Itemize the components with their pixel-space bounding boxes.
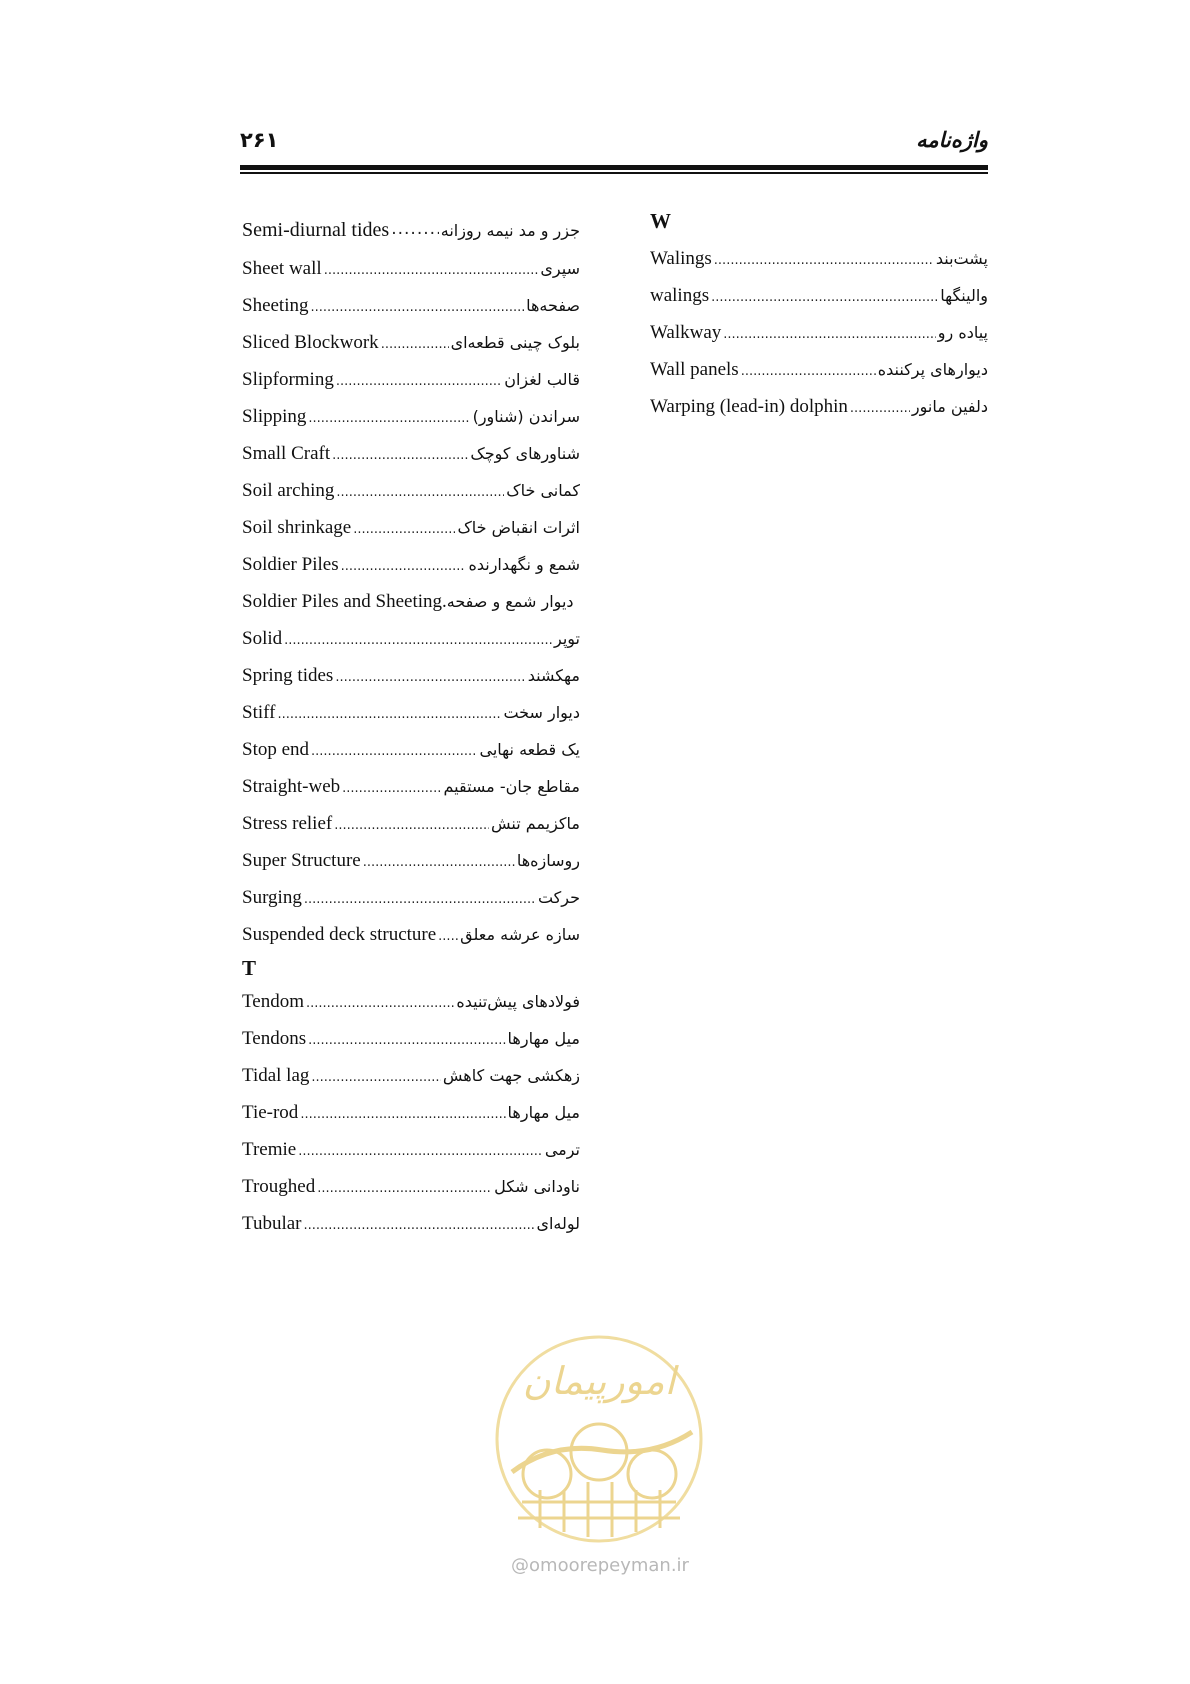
entry-term: Walings: [650, 247, 712, 269]
dot-leader: [324, 258, 539, 280]
page-number: ۲۶۱: [240, 128, 279, 152]
entry-term: Stop end: [242, 738, 310, 760]
entry-term: Tubular: [242, 1212, 302, 1234]
watermark-logo-text: امورپیمان: [522, 1359, 676, 1403]
entry-translation: صفحه‌ها: [526, 296, 580, 315]
dot-leader: [741, 359, 876, 381]
glossary-entry: [650, 240, 988, 277]
entry-translation: میل مهارها: [507, 1029, 580, 1048]
glossary-entry: [242, 657, 580, 694]
dot-leader: [711, 285, 938, 307]
glossary-entry: [650, 277, 988, 314]
dot-leader: [303, 1213, 534, 1235]
entry-term: Super Structure: [242, 849, 361, 871]
dot-leader: [284, 628, 552, 650]
entry-translation: کمانی خاک: [506, 481, 580, 500]
dot-leader: [714, 248, 934, 270]
dot-leader: [317, 1176, 492, 1198]
entry-term: Sheet wall: [242, 257, 322, 279]
dot-leader: [334, 813, 489, 835]
entry-translation: جزر و مد نیمه روزانه: [440, 220, 580, 240]
entry-term: Tidal lag: [242, 1064, 310, 1086]
glossary-entry: [242, 583, 580, 620]
glossary-entry: [242, 435, 580, 472]
entry-translation: دیوار شمع و صفحه: [446, 592, 574, 611]
entry-term: Tendons: [242, 1027, 307, 1049]
entry-translation: مقاطع جان- مستقیم: [443, 777, 580, 796]
entry-term: Straight-web: [242, 775, 341, 797]
glossary-entry: [650, 351, 988, 388]
watermark-logo: [492, 1332, 706, 1546]
entry-translation: یک قطعه نهایی: [479, 740, 580, 759]
entry-translation: پیاده رو: [937, 323, 988, 342]
dot-leader: [332, 443, 468, 465]
dot-leader: [336, 369, 502, 391]
glossary-entry: [242, 361, 580, 398]
glossary-entry: [242, 731, 580, 768]
entry-translation: زهکشی جهت کاهش: [442, 1066, 580, 1085]
dot-leader: [308, 1028, 505, 1050]
entry-translation: میل مهارها: [507, 1103, 580, 1122]
glossary-entry: [242, 694, 580, 731]
entry-translation: لوله‌ای: [536, 1214, 580, 1233]
glossary-entry: [242, 509, 580, 546]
dot-leader: [363, 850, 515, 872]
header-title: واژه‌نامه: [916, 128, 988, 152]
dot-leader: [304, 887, 536, 909]
entry-translation: دلفین مانور: [911, 397, 988, 416]
header-rule-thick: [240, 165, 988, 170]
glossary-entry: [242, 398, 580, 435]
glossary-entry: [242, 210, 580, 250]
watermark-site: @omoorepeyman.ir: [511, 1555, 689, 1576]
entry-term: Tendom: [242, 990, 304, 1012]
glossary-entry: [242, 250, 580, 287]
dot-leader: [308, 406, 470, 428]
glossary-entry: [650, 314, 988, 351]
entry-translation: سپری: [540, 259, 580, 278]
entry-translation: پشت‌بند: [935, 249, 988, 268]
entry-translation: قالب لغزان: [504, 370, 580, 389]
entry-term: Soil arching: [242, 479, 335, 501]
entry-translation: شناورهای کوچک: [470, 444, 580, 463]
glossary-entry: [242, 620, 580, 657]
entry-term: Semi-diurnal tides: [242, 218, 390, 241]
dot-leader: [300, 1102, 505, 1124]
entry-term: Sliced Blockwork: [242, 331, 379, 353]
entry-term: Solid: [242, 627, 283, 649]
dot-leader: [341, 554, 467, 576]
entry-translation: اثرات انقباض خاک: [457, 518, 580, 537]
dot-leader: [311, 295, 525, 317]
dot-leader: [311, 1065, 441, 1087]
dot-leader: [335, 665, 525, 687]
glossary-entry: [242, 472, 580, 509]
entry-term: Stiff: [242, 701, 276, 723]
entry-translation: دیوار سخت: [503, 703, 580, 722]
entry-term: Soldier Piles: [242, 553, 339, 575]
dot-leader: [298, 1139, 543, 1161]
entry-term: Spring tides: [242, 664, 334, 686]
entry-translation: سراندن (شناور): [472, 407, 580, 426]
glossary-entry: [242, 916, 580, 953]
entry-translation: ماکزیمم تنش: [490, 814, 580, 833]
entry-translation: ترمی: [544, 1140, 580, 1159]
entry-translation: فولادهای پیش‌تنیده: [456, 992, 580, 1011]
entry-term: Slipforming: [242, 368, 334, 390]
glossary-entry: [242, 1020, 580, 1057]
glossary-entry: [242, 768, 580, 805]
entry-translation: توپر: [554, 629, 580, 648]
glossary-entry: [242, 1131, 580, 1168]
glossary-entry: [242, 546, 580, 583]
dot-leader: [391, 219, 439, 241]
glossary-column-right: [650, 210, 988, 425]
entry-term: walings: [650, 284, 710, 306]
dot-leader: [723, 322, 936, 344]
dot-leader: [342, 776, 441, 798]
entry-translation: سازه عرشه معلق: [460, 925, 580, 944]
glossary-entry: [242, 1094, 580, 1131]
entry-term: Stress relief: [242, 812, 333, 834]
entry-term: Walkway: [650, 321, 722, 343]
entry-translation: والینگها: [940, 286, 988, 305]
entry-translation: حرکت: [537, 888, 580, 907]
dot-leader: [336, 480, 504, 502]
glossary-entry: [650, 388, 988, 425]
dot-leader: [850, 396, 910, 418]
entry-term: Tie-rod: [242, 1101, 299, 1123]
glossary-entry: [242, 1168, 580, 1205]
glossary-column-left: [242, 210, 580, 1242]
entry-translation: روسازه‌ها: [516, 851, 580, 870]
dot-leader: [277, 702, 501, 724]
glossary-entry: [242, 1057, 580, 1094]
glossary-entry: [242, 324, 580, 361]
entry-term: Slipping: [242, 405, 307, 427]
section-letter-t: T: [242, 956, 257, 980]
glossary-entry: [242, 287, 580, 324]
entry-term: Sheeting: [242, 294, 309, 316]
entry-translation: ناودانی شکل: [494, 1177, 580, 1196]
entry-translation: بلوک چینی قطعه‌ای: [450, 333, 580, 352]
glossary-entry: [242, 805, 580, 842]
entry-term: Suspended deck structure: [242, 923, 437, 945]
entry-term: Tremie: [242, 1138, 297, 1160]
entry-term: Soldier Piles and Sheeting.: [242, 590, 447, 612]
entry-term: Troughed: [242, 1175, 316, 1197]
dot-leader: [311, 739, 477, 761]
entry-term: Soil shrinkage: [242, 516, 352, 538]
dot-leader: [438, 924, 458, 946]
entry-term: Warping (lead-in) dolphin: [650, 395, 848, 417]
entry-translation: دیوارهای پرکننده: [877, 360, 988, 379]
glossary-entry: [242, 983, 580, 1020]
entry-term: Wall panels: [650, 358, 739, 380]
glossary-entry: [242, 879, 580, 916]
dot-leader: [353, 517, 455, 539]
entry-term: Small Craft: [242, 442, 331, 464]
glossary-entry: [242, 1205, 580, 1242]
page-header: [240, 128, 988, 158]
entry-term: Surging: [242, 886, 302, 908]
entry-translation: مهکشند: [527, 666, 580, 685]
glossary-entry: [242, 842, 580, 879]
header-rule-thin: [240, 172, 988, 174]
dot-leader: [306, 991, 454, 1013]
dot-leader: [381, 332, 449, 354]
entry-translation: شمع و نگهدارنده: [468, 555, 580, 574]
section-letter-w: W: [650, 209, 671, 233]
